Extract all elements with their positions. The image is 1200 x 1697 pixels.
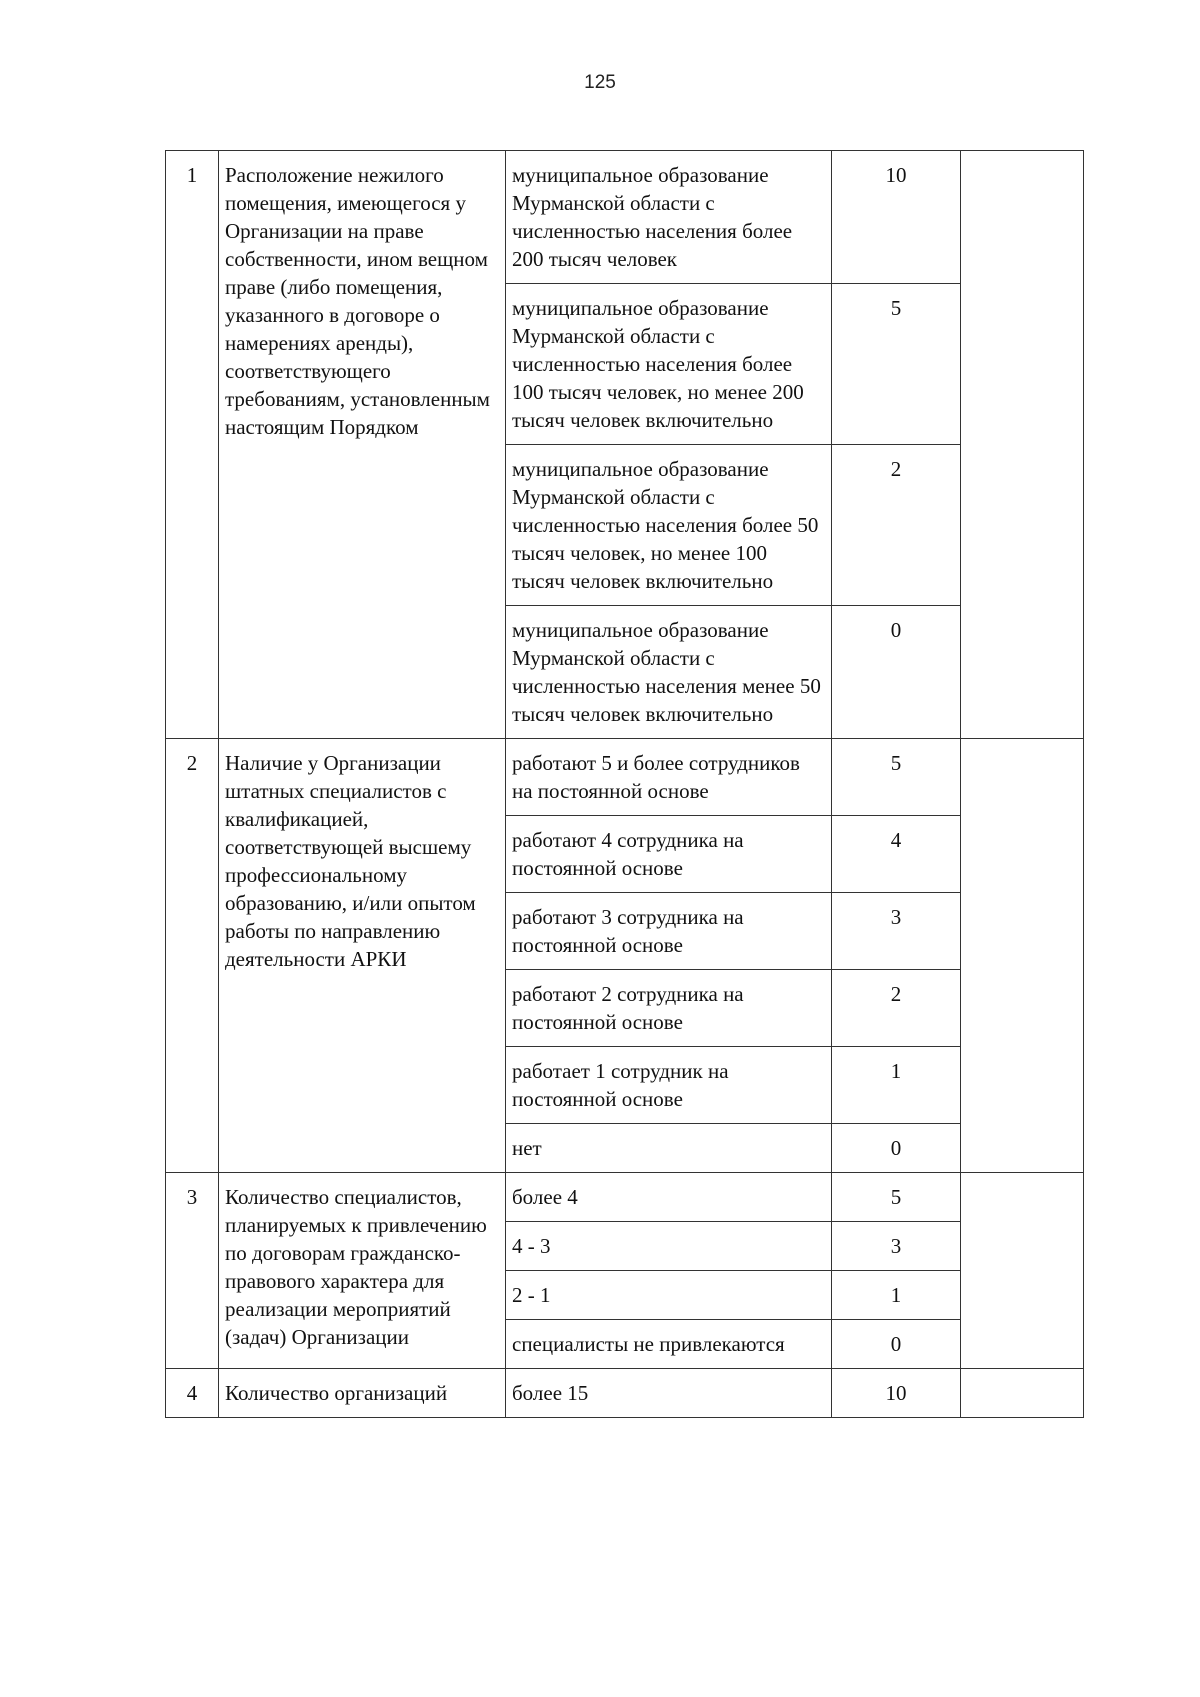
criterion-text: Количество специалистов, планируемых к привлечению по договорам гражданско-правового характера для реализации мероприятий (задач) Организации: [219, 1173, 506, 1369]
option-text: работает 1 сотрудник на постоянной основе: [506, 1047, 832, 1124]
option-text: специалисты не привлекаются: [506, 1320, 832, 1369]
option-text: работают 3 сотрудника на постоянной основе: [506, 893, 832, 970]
option-text: более 4: [506, 1173, 832, 1222]
option-text: муниципальное образование Мурманской области с численностью населения более 200 тысяч человек: [506, 151, 832, 284]
option-score: 5: [832, 739, 961, 816]
table-row: [166, 151, 1084, 284]
option-score: 2: [832, 970, 961, 1047]
table-row: [166, 739, 1084, 816]
option-score: 4: [832, 816, 961, 893]
option-score: 3: [832, 1222, 961, 1271]
criterion-number: 1: [166, 151, 219, 739]
option-score: 5: [832, 1173, 961, 1222]
table-row: [166, 1369, 1084, 1418]
option-score: 0: [832, 1320, 961, 1369]
empty-cell: [961, 151, 1084, 739]
criterion-text: Наличие у Организации штатных специалистов с квалификацией, соответствующей высшему профессиональному образованию, и/или опытом работы по направлению деятельности АРКИ: [219, 739, 506, 1173]
option-score: 1: [832, 1047, 961, 1124]
option-text: муниципальное образование Мурманской области с численностью населения более 50 тысяч человек, но менее 100 тысяч человек включительно: [506, 445, 832, 606]
option-text: нет: [506, 1124, 832, 1173]
option-score: 1: [832, 1271, 961, 1320]
criterion-text: Количество организаций: [219, 1369, 506, 1418]
empty-cell: [961, 739, 1084, 1173]
option-score: 2: [832, 445, 961, 606]
criteria-table: [165, 150, 1084, 1418]
empty-cell: [961, 1173, 1084, 1369]
page-number: 125: [584, 72, 616, 93]
criterion-number: 4: [166, 1369, 219, 1418]
criterion-number: 2: [166, 739, 219, 1173]
option-score: 0: [832, 1124, 961, 1173]
criterion-text: Расположение нежилого помещения, имеющегося у Организации на праве собственности, ином вещном праве (либо помещения, указанного в договоре о намерениях аренды), соответствующего требованиям, установленным настоящим Порядком: [219, 151, 506, 739]
option-score: 0: [832, 606, 961, 739]
option-score: 5: [832, 284, 961, 445]
option-text: работают 5 и более сотрудников на постоянной основе: [506, 739, 832, 816]
option-score: 10: [832, 151, 961, 284]
empty-cell: [961, 1369, 1084, 1418]
criterion-number: 3: [166, 1173, 219, 1369]
option-score: 3: [832, 893, 961, 970]
option-text: 4 - 3: [506, 1222, 832, 1271]
option-text: более 15: [506, 1369, 832, 1418]
option-score: 10: [832, 1369, 961, 1418]
table-row: [166, 1173, 1084, 1222]
option-text: работают 2 сотрудника на постоянной основе: [506, 970, 832, 1047]
option-text: муниципальное образование Мурманской области с численностью населения более 100 тысяч человек, но менее 200 тысяч человек включительно: [506, 284, 832, 445]
option-text: работают 4 сотрудника на постоянной основе: [506, 816, 832, 893]
option-text: муниципальное образование Мурманской области с численностью населения менее 50 тысяч человек включительно: [506, 606, 832, 739]
option-text: 2 - 1: [506, 1271, 832, 1320]
